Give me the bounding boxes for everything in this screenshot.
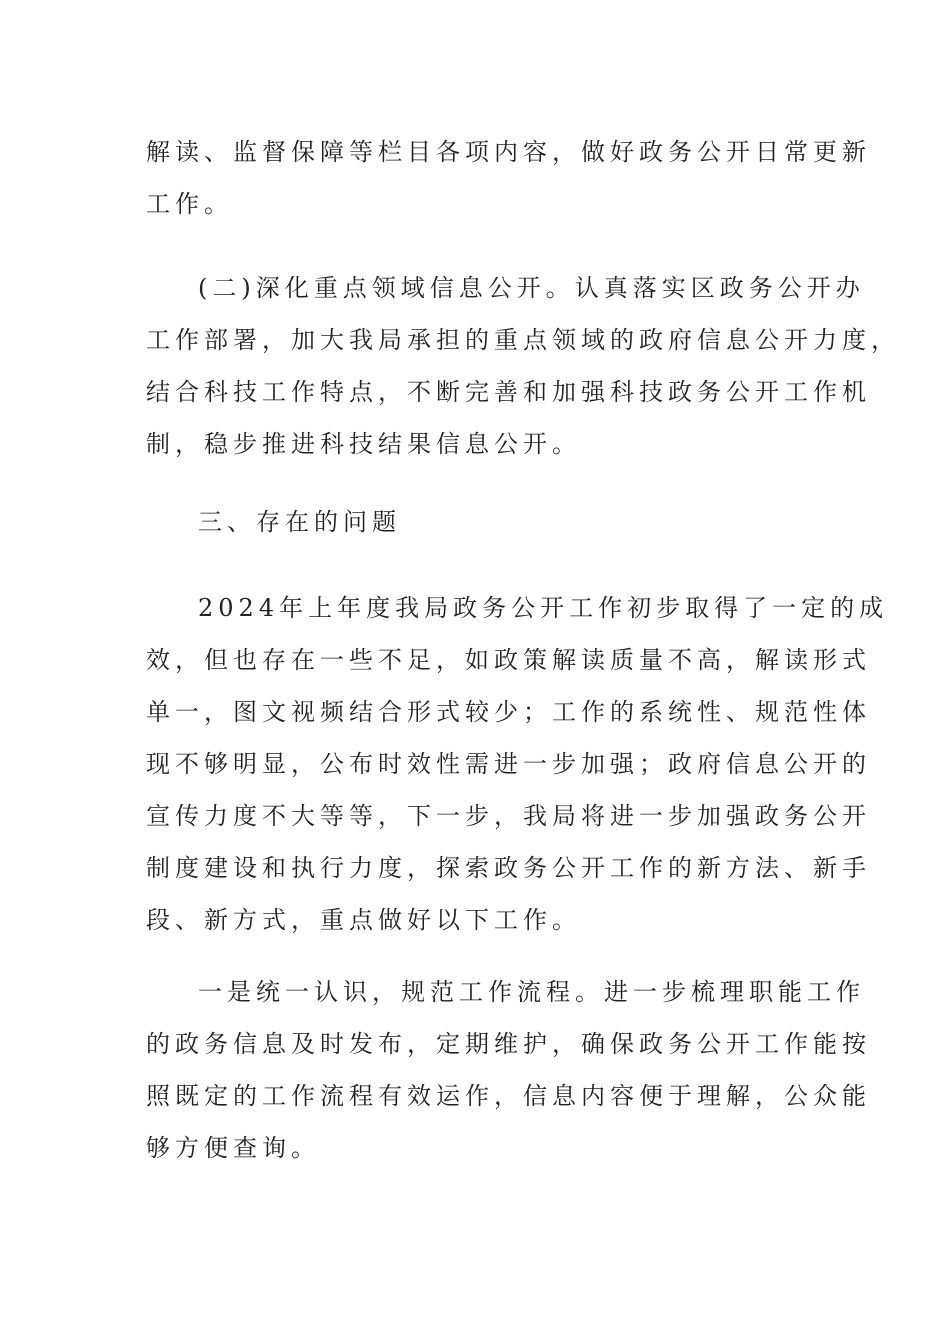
text-line: 现不够明显，公布时效性需进一步加强；政府信息公开的	[146, 750, 871, 778]
text-line: 工作部署，加大我局承担的重点领域的政府信息公开力度，	[146, 326, 900, 354]
text-line: 一是统一认识，规范工作流程。进一步梳理职能工作	[198, 978, 865, 1006]
text-line: 解读、监督保障等栏目各项内容，做好政务公开日常更新	[146, 138, 871, 166]
text-line: 宣传力度不大等等，下一步，我局将进一步加强政务公开	[146, 802, 871, 830]
text-line: 结合科技工作特点，不断完善和加强科技政务公开工作机	[146, 378, 871, 406]
text-line: 单一，图文视频结合形式较少；工作的系统性、规范性体	[146, 698, 871, 726]
text-line: 制，稳步推进科技结果信息公开。	[146, 430, 581, 458]
text-line: (二)深化重点领域信息公开。认真落实区政务公开办	[198, 274, 865, 302]
text-line: 效，但也存在一些不足，如政策解读质量不高，解读形式	[146, 646, 871, 674]
text-line: 工作。	[146, 190, 233, 218]
text-line: 照既定的工作流程有效运作，信息内容便于理解，公众能	[146, 1082, 871, 1110]
text-line: 够方便查询。	[146, 1134, 320, 1162]
text-line: 的政务信息及时发布，定期维护，确保政务公开工作能按	[146, 1030, 871, 1058]
paragraph-measure-one	[146, 966, 871, 1174]
text-line: 制度建设和执行力度，探索政务公开工作的新方法、新手	[146, 854, 871, 882]
paragraph-section-two	[146, 262, 900, 470]
section-heading	[146, 496, 806, 548]
text-line: 段、新方式，重点做好以下工作。	[146, 906, 581, 934]
text-line: 2024年上年度我局政务公开工作初步取得了一定的成	[198, 594, 889, 622]
paragraph-continuation	[146, 126, 871, 230]
paragraph-problems	[146, 582, 889, 946]
heading-text: 三、存在的问题	[198, 508, 401, 536]
